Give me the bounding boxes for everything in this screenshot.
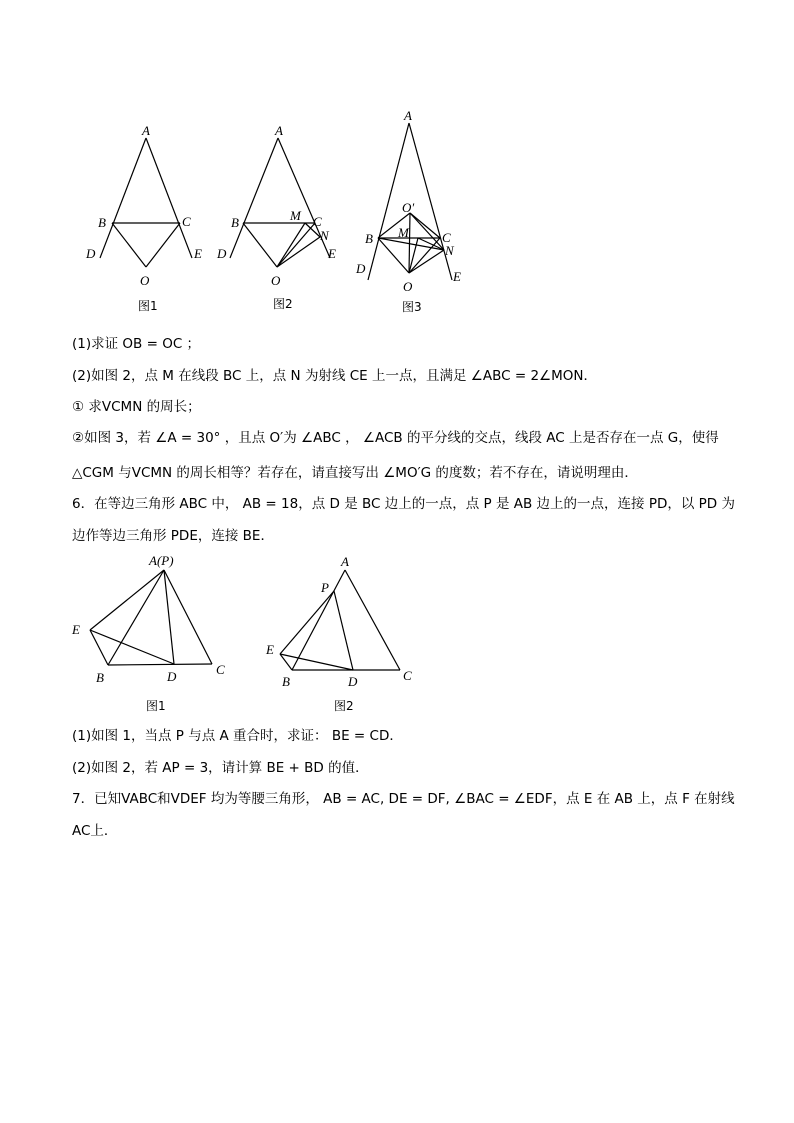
figure-1-diagram [80, 120, 220, 320]
label-b: B [231, 215, 239, 230]
label-e: E [266, 642, 274, 657]
label-e: E [72, 622, 80, 637]
label-a-p: A(P) [149, 553, 174, 568]
label-c: C [403, 668, 412, 683]
label-b: B [282, 674, 290, 689]
label-d: D [217, 246, 227, 261]
label-c: C [182, 214, 191, 229]
label-m: M [398, 225, 409, 240]
label-o: O [271, 273, 281, 288]
line-2: (2)如图 2，点 M 在线段 BC 上，点 N 为射线 CE 上一点，且满足 ∠ABC = 2∠MON． [72, 368, 598, 384]
caption: 图1 [146, 699, 166, 713]
label-a: A [404, 108, 412, 123]
figure-2 [215, 120, 355, 320]
label-e: E [453, 269, 461, 284]
label-b: B [96, 670, 104, 685]
label-p: P [321, 580, 329, 595]
label-o-prime: O′ [402, 200, 415, 215]
label-d: D [348, 674, 358, 689]
label-d: D [356, 261, 366, 276]
caption: 图1 [138, 299, 158, 313]
line-10: 7．已知VABC和VDEF 均为等腰三角形， AB = AC, DE = DF, ∠BAC = ∠EDF，点 E 在 AB 上，点 F 在射线 [72, 791, 735, 807]
figure-4-diagram [68, 550, 238, 720]
caption: 图2 [273, 297, 293, 311]
line-5: △CGM 与VCMN 的周长相等？若存在，请直接写出 ∠MO′G 的度数；若不存在，请说明理由． [72, 465, 638, 481]
label-a: A [142, 123, 150, 138]
label-m: M [290, 208, 301, 223]
label-b: B [365, 231, 373, 246]
caption: 图2 [334, 699, 354, 713]
line-9: (2)如图 2，若 AP = 3，请计算 BE + BD 的值． [72, 760, 369, 776]
figure-5 [262, 550, 432, 720]
figure-5-diagram [262, 550, 432, 720]
figure-2-diagram [215, 120, 355, 320]
label-c: C [216, 662, 225, 677]
label-e: E [328, 246, 336, 261]
label-o: O [403, 279, 413, 294]
line-11: AC上． [72, 823, 118, 839]
label-n: N [445, 243, 454, 258]
figure-1 [80, 120, 220, 320]
line-8: (1)如图 1，当点 P 与点 A 重合时，求证： BE = CD． [72, 728, 403, 744]
line-6: 6．在等边三角形 ABC 中， AB = 18，点 D 是 BC 边上的一点，点 P 是 AB 边上的一点，连接 PD，以 PD 为 [72, 496, 735, 512]
caption: 图3 [402, 300, 422, 314]
label-o: O [140, 273, 150, 288]
label-d: D [86, 246, 96, 261]
label-b: B [98, 215, 106, 230]
figure-3 [350, 105, 480, 320]
label-c: C [442, 230, 451, 245]
label-a: A [341, 554, 349, 569]
label-d: D [167, 669, 177, 684]
line-3: ① 求VCMN 的周长； [72, 399, 201, 415]
label-e: E [194, 246, 202, 261]
line-1: (1)求证 OB = OC ； [72, 336, 201, 352]
figure-3-diagram [350, 105, 480, 320]
line-7: 边作等边三角形 PDE，连接 BE． [72, 528, 274, 544]
figure-4 [68, 550, 238, 720]
line-4: ②如图 3，若 ∠A = 30° ，且点 O′为 ∠ABC ， ∠ACB 的平分线的交点，线段 AC 上是否存在一点 G，使得 [72, 430, 719, 446]
label-n: N [320, 228, 329, 243]
label-c: C [313, 214, 322, 229]
label-a: A [275, 123, 283, 138]
